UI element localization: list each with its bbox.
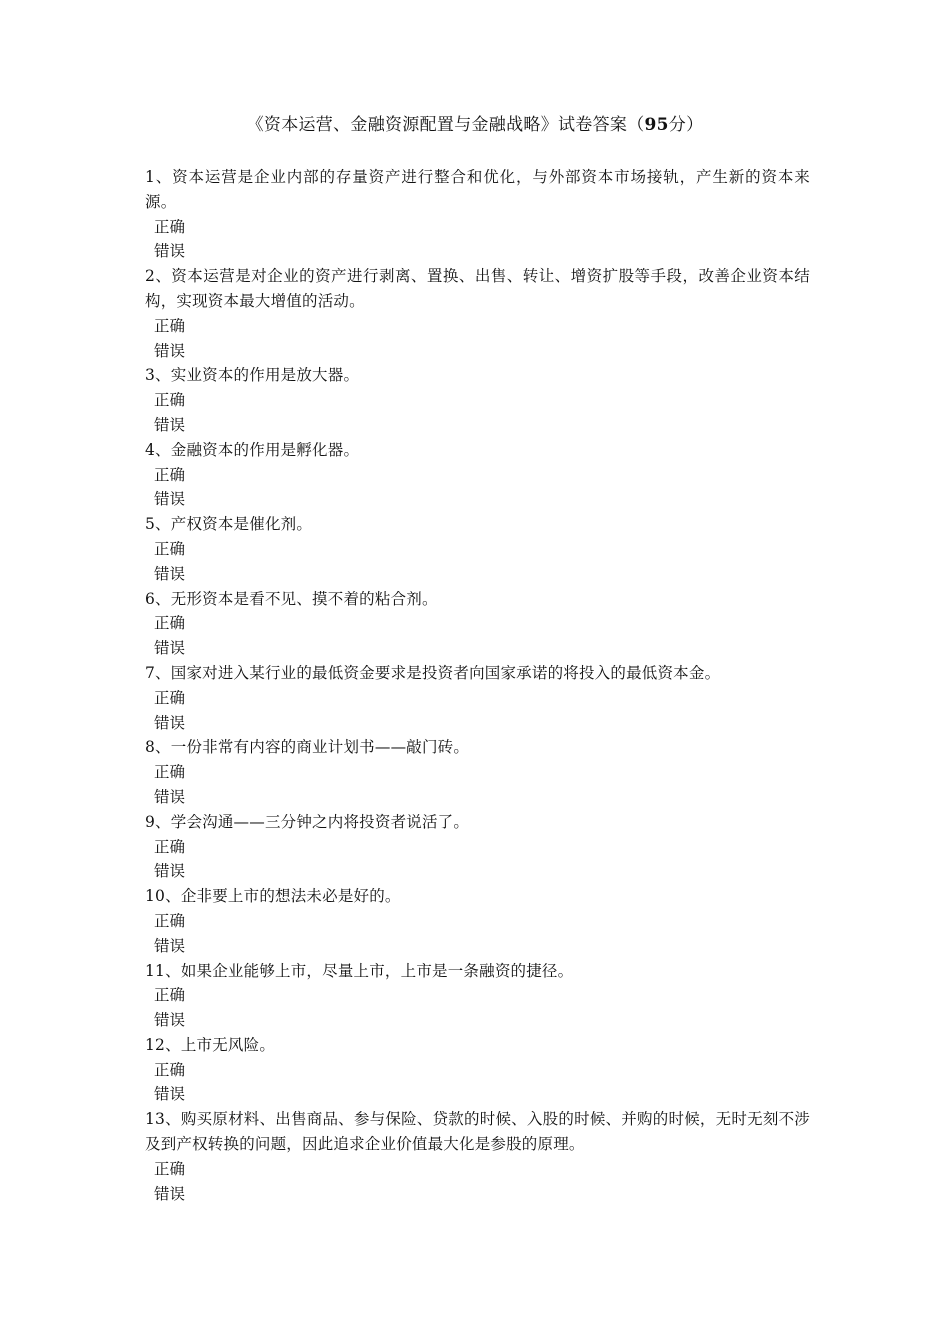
document-title [0, 112, 950, 138]
question-text: 8、一份非常有内容的商业计划书——敲门砖。 [145, 738, 470, 757]
question-item [145, 884, 810, 958]
question-item [145, 512, 810, 586]
title-score: 95 [644, 115, 669, 135]
question-item [145, 363, 810, 437]
option-correct[interactable]: 正确 [154, 837, 186, 856]
option-correct[interactable]: 正确 [154, 614, 186, 633]
question-text: 13、购买原材料、出售商品、参与保险、贷款的时候、入股的时候、并购的时候，无时无刻不涉及到产权转换的问题，因此追求企业价值最大化是参股的原理。 [145, 1110, 810, 1154]
option-correct[interactable]: 正确 [154, 217, 186, 236]
option-wrong[interactable]: 错误 [154, 862, 186, 881]
option-correct[interactable]: 正确 [154, 986, 186, 1005]
title-prefix: 《资本运营、金融资源配置与金融战略》试卷答案（ [246, 115, 645, 135]
option-wrong[interactable]: 错误 [154, 713, 186, 732]
question-text: 1、资本运营是企业内部的存量资产进行整合和优化，与外部资本市场接轨，产生新的资本来源。 [145, 168, 810, 211]
option-wrong[interactable]: 错误 [154, 787, 186, 806]
option-correct[interactable]: 正确 [154, 911, 186, 930]
question-item [145, 959, 810, 1033]
question-item [145, 1033, 810, 1107]
question-text: 9、学会沟通——三分钟之内将投资者说活了。 [145, 812, 470, 831]
question-item [145, 661, 810, 735]
option-wrong[interactable]: 错误 [154, 936, 186, 955]
question-text: 6、无形资本是看不见、摸不着的粘合剂。 [145, 589, 438, 608]
question-list [145, 165, 810, 1206]
option-wrong[interactable]: 错误 [154, 242, 186, 261]
option-wrong[interactable]: 错误 [154, 415, 186, 434]
question-text: 2、资本运营是对企业的资产进行剥离、置换、出售、转让、增资扩股等手段，改善企业资本结构，实现资本最大增值的活动。 [145, 267, 810, 310]
option-correct[interactable]: 正确 [154, 316, 186, 335]
question-text: 4、金融资本的作用是孵化器。 [145, 440, 360, 459]
option-correct[interactable]: 正确 [154, 688, 186, 707]
option-wrong[interactable]: 错误 [154, 490, 186, 509]
option-correct[interactable]: 正确 [154, 539, 186, 558]
question-item [145, 810, 810, 884]
option-wrong[interactable]: 错误 [154, 341, 186, 360]
title-suffix: 分） [668, 115, 704, 135]
question-text: 3、实业资本的作用是放大器。 [145, 366, 360, 385]
question-item [145, 165, 810, 264]
question-item [145, 587, 810, 661]
question-item [145, 1107, 810, 1206]
option-correct[interactable]: 正确 [154, 1060, 186, 1079]
question-text: 11、如果企业能够上市，尽量上市，上市是一条融资的捷径。 [145, 961, 574, 980]
question-item [145, 264, 810, 363]
option-correct[interactable]: 正确 [154, 763, 186, 782]
question-item [145, 735, 810, 809]
option-correct[interactable]: 正确 [154, 391, 186, 410]
option-wrong[interactable]: 错误 [154, 1011, 186, 1030]
option-wrong[interactable]: 错误 [154, 1085, 186, 1104]
option-correct[interactable]: 正确 [154, 465, 186, 484]
option-wrong[interactable]: 错误 [154, 639, 186, 658]
question-text: 7、国家对进入某行业的最低资金要求是投资者向国家承诺的将投入的最低资本金。 [145, 663, 721, 682]
option-wrong[interactable]: 错误 [154, 564, 186, 583]
question-text: 5、产权资本是催化剂。 [145, 515, 313, 534]
question-text: 10、企非要上市的想法未必是好的。 [145, 887, 401, 906]
option-correct[interactable]: 正确 [154, 1159, 186, 1178]
question-item [145, 438, 810, 512]
question-text: 12、上市无风险。 [145, 1035, 276, 1054]
option-wrong[interactable]: 错误 [154, 1184, 186, 1203]
